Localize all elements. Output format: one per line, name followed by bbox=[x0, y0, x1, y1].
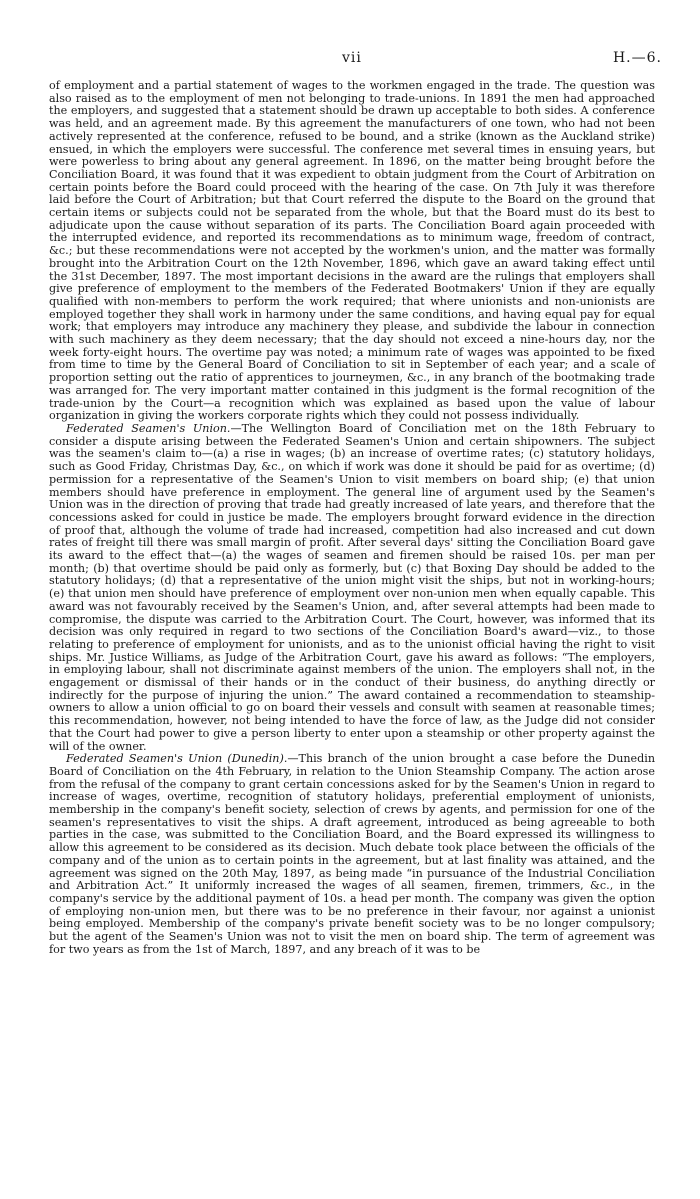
paragraph-text: —This branch of the union brought a case before the Dunedin Board of Conciliation on the 4th February, in relation to the Union Steamship Company. The action arose from the refusal of the company to grant certain concessions asked for by the Seamen's Union in regard to increase of wages, overtime, recognition of statutory holidays, preferential employment of unionists, membership in the company's benefit society, selection of crews by agents, and permission for one of the seamen's representatives to visit the ships. A draft agreement, introduced as being agreeable to both parties in the case, was submitted to the Conciliation Board, and the Board expressed its willingness to allow this agreement to be considered as its decision. Much debate took place between the officials of the company and of the union as to certain points in the agreement, but at last finality was attained, and the agreement was signed on the 20th May, 1897, as being made “in pursuance of the Industrial Conciliation and Arbitration Act.” It uniformly increased the wages of all seamen, firemen, trimmers, &c., in the company's service by the additional payment of 10s. a head per month. The company was given the option of employing non-union men, but there was to be no preference in their favour, nor against a unionist being employed. Membership of the company's private benefit society was to be no longer compulsory; but the agent of the Seamen's Union was not to visit the men on board ship. The term of agreement was for two years as from the 1st of March, 1897, and any breach of it was to be bbox=[49, 752, 656, 956]
paragraph-text: —The Wellington Board of Conciliation met on the 18th February to consider a dispute arising between the Federated Seamen's Union and certain shipowners. The subject was the seamen's claim to—(a) a rise in wages; (b) an increase of overtime rates; (c) statutory holidays, such as Good Friday, Christmas Day, &c., on which if work was done it should be paid for as overtime; (d) permission for a representative of the Seamen's Union to visit members on board ship; (e) that union members should have preference in employment. The general line of argument used by the Seamen's Union was in the direction of proving that trade had greatly increased of late years, and therefore that the concessions asked for could in justice be made. The employers brought forward evidence in the direction of proof that, although the volume of trade had increased, competition had also increased and cut down rates of freight till there was small margin of profit. After several days' sitting the Conciliation Board gave its award to the effect that—(a) the wages of seamen and firemen should be raised 10s. per man per month; (b) that overtime should be paid only as formerly, but (c) that Boxing Day should be added to the statutory holidays; (d) that a representative of the union might visit the ships, but not in working-hours; (e) that union men should have preference of employment over non-union men when equally capable. This award was not favourably received by the Seamen's Union, and, after several attempts had been made to compromise, the dispute was carried to the Arbitration Court. The Court, however, was informed that its decision was only required in regard to two sections of the Conciliation Board's award—viz., to those relating to preference of employment for unionists, and as to the unionist official having the right to visit ships. Mr. Justice Williams, as Judge of the Arbitration Court, gave his award as follows: “The employers, in employing labour, shall not discriminate against members of the union. The employers shall not, in the engagement or dismissal of their hands or in the conduct of their business, do anything directly or indirectly for the purpose of injuring the union.” The award contained a recommendation to steamship-owners to allow a union official to go on board their vessels and consult with seamen at reasonable times; this recommendation, however, not being intended to have the force of law, as the Judge did not consider that the Court had power to give a person liberty to enter upon a steamship or other property against the will of the owner. bbox=[49, 421, 655, 753]
body-text bbox=[49, 80, 655, 957]
paragraph-federated-seamens-union bbox=[49, 423, 655, 753]
section-heading: Federated Seamen's Union (Dunedin). bbox=[66, 752, 288, 766]
page-header bbox=[0, 50, 700, 70]
page-number: vii bbox=[342, 50, 362, 66]
paragraph-seamens-union-dunedin bbox=[49, 753, 655, 956]
section-heading: Federated Seamen's Union. bbox=[66, 421, 231, 435]
paragraph-bootmakers-dispute bbox=[49, 80, 655, 423]
paragraph-text: of employment and a partial statement of wages to the workmen engaged in the trade. The question was also raised as to the employment of men not belonging to trade-unions. In 1891 the men had approached the employers, and suggested that a statement should be drawn up acceptable to both sides. A conference was held, and an agreement made. By this agreement the manufacturers of one town, who had not been actively represented at the conference, refused to be bound, and a strike (known as the Auckland strike) ensued, in which the employers were successful. The conference met several times in ensuing years, but were powerless to bring about any general agreement. In 1896, on the matter being brought before the Conciliation Board, it was found that it was expedient to obtain judgment from the Court of Arbitration on certain points before the Board could proceed with the hearing of the case. On 7th July it was therefore laid before the Court of Arbitration; but that Court referred the dispute to the Board on the ground that certain items or subjects could not be separated from the whole, but that the Board must do its best to adjudicate upon the cause without separation of its parts. The Conciliation Board again proceeded with the interrupted evidence, and reported its recommendations as to minimum wage, freedom of contract, &c.; but these recommendations were not accepted by the workmen's union, and the matter was formally brought into the Arbitration Court on the 12th November, 1896, which gave an award taking effect until the 31st December, 1897. The most important decisions in the award are the rulings that employers shall give preference of employment to the members of the Federated Bootmakers' Union if they are equally qualified with non-members to perform the work required; that where unionists and non-unionists are employed together they shall work in harmony under the same conditions, and having equal pay for equal work; that employers may introduce any machinery they please, and subdivide the labour in connection with such machinery as they deem necessary; that the day should not exceed a nine-hours day, nor the week forty-eight hours. The overtime pay was noted; a minimum rate of wages was appointed to be fixed from time to time by the General Board of Conciliation to sit in September of each year; and a scale of proportion setting out the ratio of apprentices to journeymen, &c., in any branch of the bootmaking trade was arranged for. The very important matter contained in this judgment is the formal recognition of the trade-union by the Court—a recognition which was explained as based upon the value of labour organization in giving the workers corporate rights which they could not possess individually. bbox=[49, 79, 655, 423]
document-reference: H.—6. bbox=[612, 50, 662, 66]
